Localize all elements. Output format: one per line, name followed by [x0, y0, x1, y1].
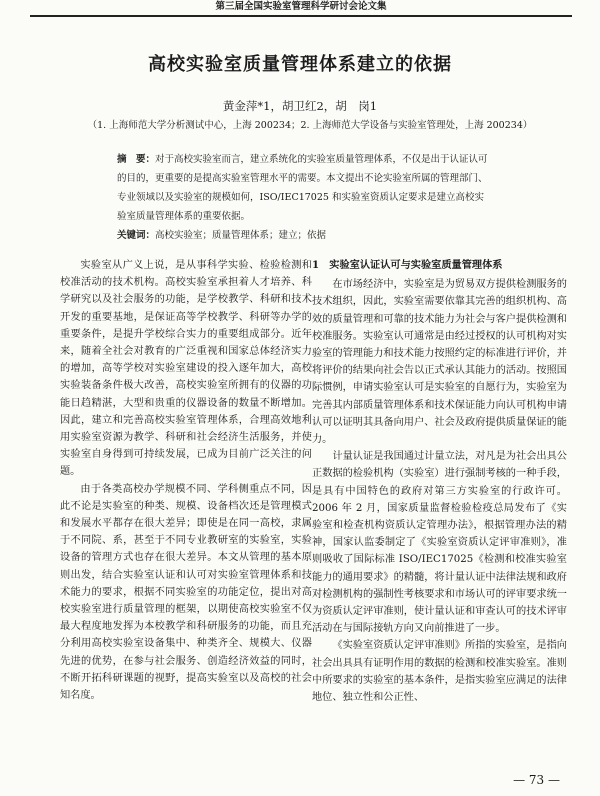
paper-title: 高校实验室质量管理体系建立的依据: [148, 54, 452, 75]
keywords-label: 关键词：: [117, 230, 156, 241]
body-paragraph: 在市场经济中，实验室是为贸易双方提供检测服务的技术组织，因此，实验室需要依靠其完善的组织机构、高效的质量管理和可靠的技术能力为社会与客户提供检测和校准服务。实验室认可通常是由经过授权的认可机构对实验室的管理能力和技术能力按照约定的标准进行评价，并将评价的结果向社会告以正式承认其能力的活动。按照国际惯例，申请实验室认可是实验室的自愿行为，实验室为完善其内部质量管理体系和技术保证能力向认可机构申请认可以证明其具备向用户、社会及政府提供质量保证的能力。: [312, 279, 567, 446]
author-list: 黄金萍*1，胡卫红2，胡 岗1: [222, 99, 378, 113]
page-number: — 73 —: [513, 773, 560, 787]
section-heading: 1 实验室认证认可与实验室质量管理体系: [312, 259, 503, 271]
left-column: [60, 257, 312, 704]
abstract-label: 摘 要：: [117, 154, 156, 165]
body-paragraph: 计量认证是我国通过计量立法，对凡是为社会出具公正数据的检验机构（实验室）进行强制考核的一种手段，是具有中国特色的政府对第三方实验室的行政许可。2006 年 2 月，国家质量监督检验检疫总局发布了《实验室和检查机构资质认定管理办法》，根据管理办法的精神，国家认监委制定了《实验室资质认定评审准则》，准则吸收了国际标准 ISO/IEC17025《检测和校准实验室能力的通用要求》的精髓，将计量认证中法律法规和政府对检测机构的强制性考核要求和市场认可的评审要求统一为资质认定评审准则，使计量认证和审查认可的技术评审活动在与国际接轨方向又向前推进了一步。: [312, 451, 567, 635]
body-paragraph: 《实验室资质认定评审准则》所指的实验室，是指向社会出具具有证明作用的数据的检测和校准实验室。准则中所要求的实验室的基本条件，是指实验室应满足的法律地位、独立性和公正性、: [312, 640, 567, 704]
abstract-block: [117, 150, 489, 245]
body-paragraph: 实验室从广义上说，是从事科学实验、检验检测和校准活动的技术机构。高校实验室承担着人才培养、科学研究以及社会服务的功能，是学校教学、科研和技术开发的重要基地，是保证高等学校教学、科研等办学的重要条件，是提升学校综合实力的重要组成部分。近年来，随着全社会对教育的广泛重视和国家总体经济实力的增加，高等学校对实验室建设的投入逐年加大，高校实验装备条件极大改善，高校实验室所拥有的仪器的功能日趋精湛，大型和贵重的仪器设备的数量不断增加。因此，建立和完善高校实验室管理体系，合理高效地利用实验室资源为教学、科研和社会经济生活服务，并使实验室自身得到可持续发展，已成为目前广泛关注的问题。: [60, 260, 312, 478]
abstract: [117, 150, 489, 226]
keywords-text: 高校实验室；质量管理体系；建立；依据: [155, 230, 327, 241]
keywords: [117, 226, 489, 245]
abstract-text: 对于高校实验室而言，建立系统化的实验室质量管理体系，不仅是出于认证认可的目的，更重要的是提高实验室管理水平的需要。本文提出不论实验室所属的管理部门、专业领域以及实验室的规模如何，ISO/IEC17025 和实验室资质认定要求是建立高校实验室质量管理体系的重要依据。: [117, 154, 488, 222]
affiliations: （1. 上海师范大学分析测试中心，上海 200234；2. 上海师范大学设备与实验室管理处，上海 200234）: [87, 120, 533, 131]
running-header: [30, 0, 572, 17]
right-column: [312, 257, 567, 706]
running-title: 第三届全国实验室管理科学研讨会论文集: [215, 1, 387, 12]
body-paragraph: 由于各类高校办学规模不同、学科侧重点不同，因此不论是实验室的种类、规模、设备档次还是管理模式和发展水平都存在很大差异；即使是在同一高校，隶属于不同院、系，甚至于不同专业教研室的实验室，实验设备的管理方式也存在很大差异。本文从管理的基本原则出发，结合实验室认证和认可对实验室管理体系和技术能力的要求，根据不同实验室的功能定位，提出对高校实验室进行质量管理的框架，以期使高校实验室不仅最大程度地发挥为本校教学和科研服务的功能，而且充分利用高校实验室设备集中、种类齐全、规模大、仪器先进的优势，在参与社会服务、创造经济效益的同时，不断开拓科研课题的视野，提高实验室以及高校的社会知名度。: [60, 483, 312, 702]
